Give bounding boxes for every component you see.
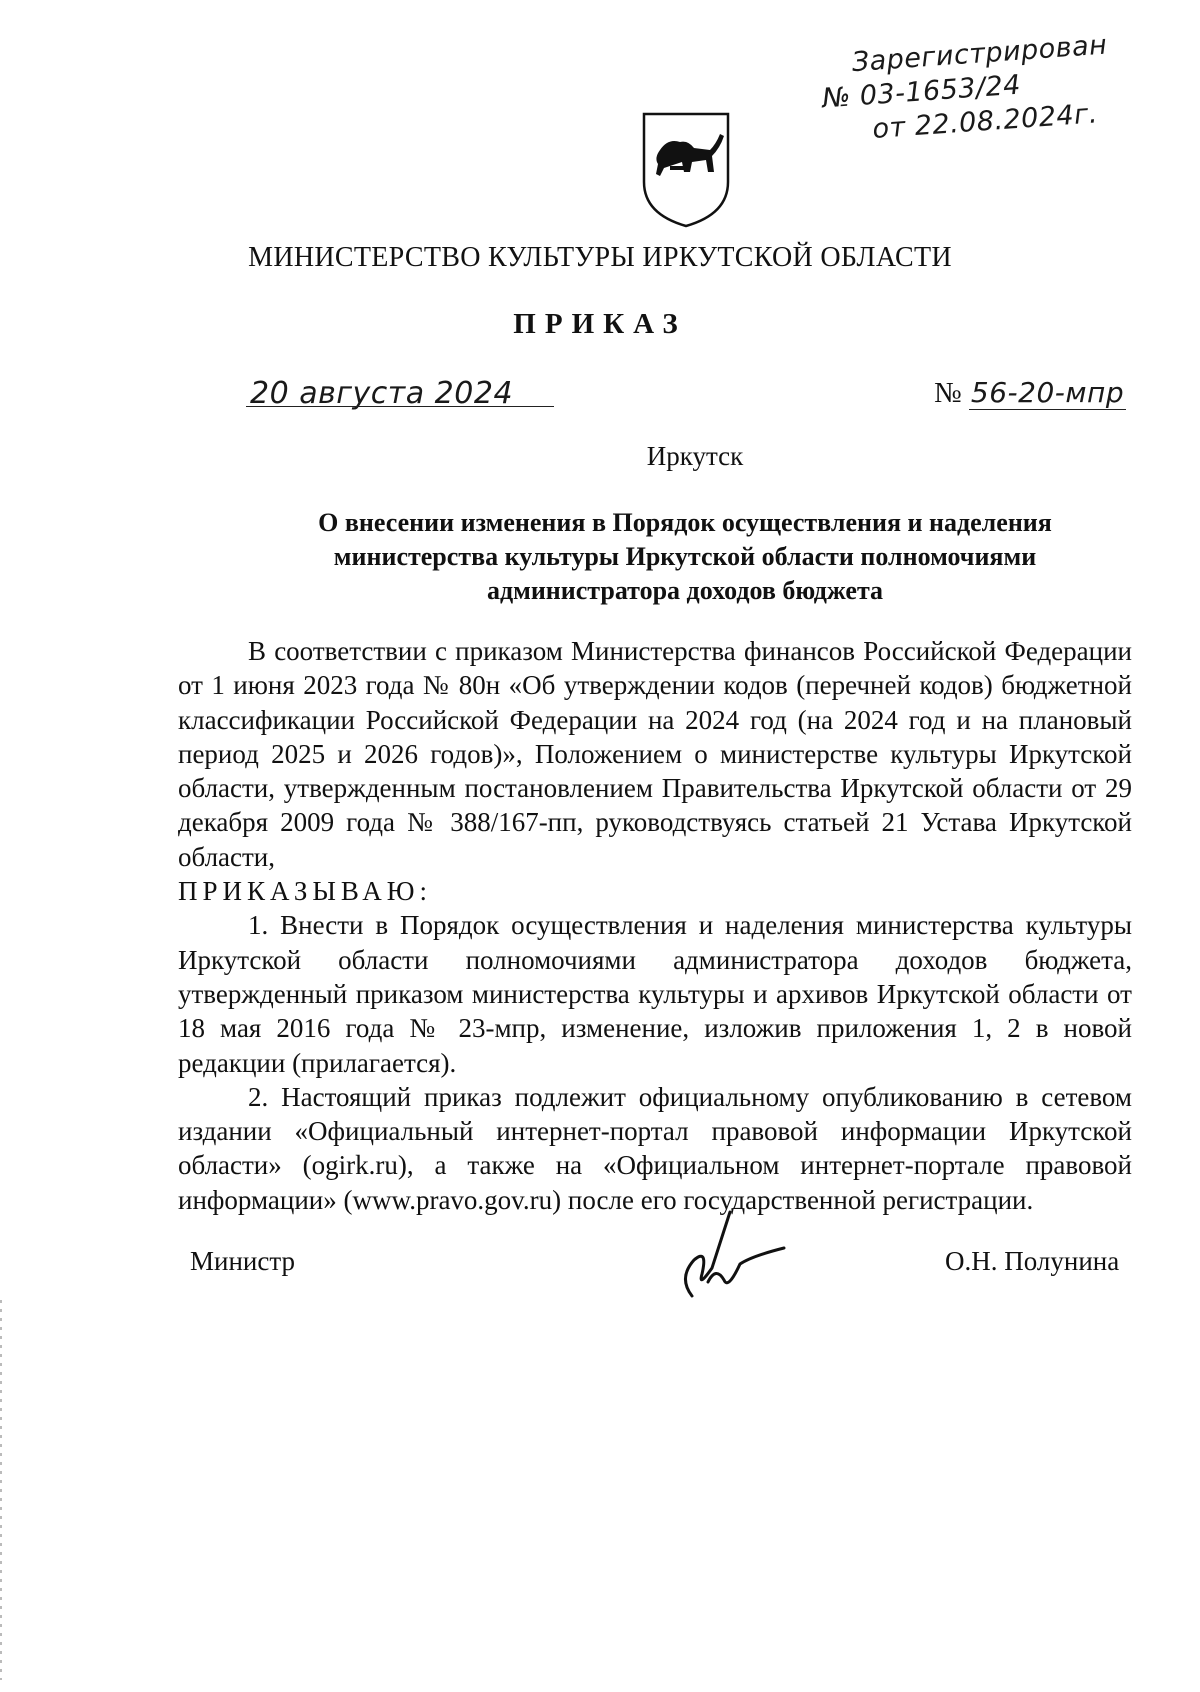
document-type: ПРИКАЗ <box>513 308 687 340</box>
order-item-2: 2. Настоящий приказ подлежит официальному опубликованию в сетевом издании «Официальный интернет-портал правовой информации Иркутской области» (ogirk.ru), а также на «Официальном интернет-портале правовой информации» (www.pravo.gov.ru) после его государственной регистрации. <box>178 1081 1132 1215</box>
order-date: 20 августа 2024 <box>250 376 514 411</box>
stamp-line-2: № 03-1653/24 <box>821 69 1022 115</box>
signer-title: Министр <box>190 1246 295 1276</box>
signer-name: О.Н. Полунина <box>945 1246 1120 1276</box>
stamp-line-1: Зарегистрирован <box>850 29 1109 79</box>
coat-of-arms-icon <box>640 110 732 230</box>
city: Иркутск <box>646 441 744 471</box>
signature-icon <box>668 1208 786 1304</box>
order-number-field <box>934 376 1126 410</box>
preamble-paragraph: В соответствии с приказом Министерства финансов Российской Федерации от 1 июня 2023 года № 80н «Об утверждении кодов (перечней кодов) бюджетной классификации Российской Федерации на 2024 год (на 2024 год и на плановый период 2025 и 2026 годов)», Положением о министерстве культуры Иркутской области, утвержденным постановлением Правительства Иркутской области от 29 декабря 2009 года № 388/167-пп, руководствуясь статьей 21 Устава Иркутской области, <box>178 636 1132 872</box>
order-word: ПРИКАЗЫВАЮ: <box>178 876 432 907</box>
number-sign: № <box>934 377 962 409</box>
order-item-1: 1. Внести в Порядок осуществления и наделения министерства культуры Иркутской области полномочиями администратора доходов бюджета, утвержденный приказом министерства культуры и архивов Иркутской области от 18 мая 2016 года № 23-мпр, изменение, изложив приложения 1, 2 в новой редакции (прилагается). <box>178 910 1132 1078</box>
date-underline <box>246 406 554 407</box>
registration-stamp <box>819 28 1125 151</box>
order-body <box>178 634 1132 1217</box>
scan-edge-mark <box>0 1300 2 1680</box>
order-subject: О внесении изменения в Порядок осуществления и наделения министерства культуры Иркутской области полномочиями администратора доходов бюджета <box>318 508 1052 605</box>
order-number: 56-20-мпр <box>970 376 1125 409</box>
ministry-name: МИНИСТЕРСТВО КУЛЬТУРЫ ИРКУТСКОЙ ОБЛАСТИ <box>248 242 952 273</box>
stamp-line-3: от 22.08.2024г. <box>871 98 1099 145</box>
